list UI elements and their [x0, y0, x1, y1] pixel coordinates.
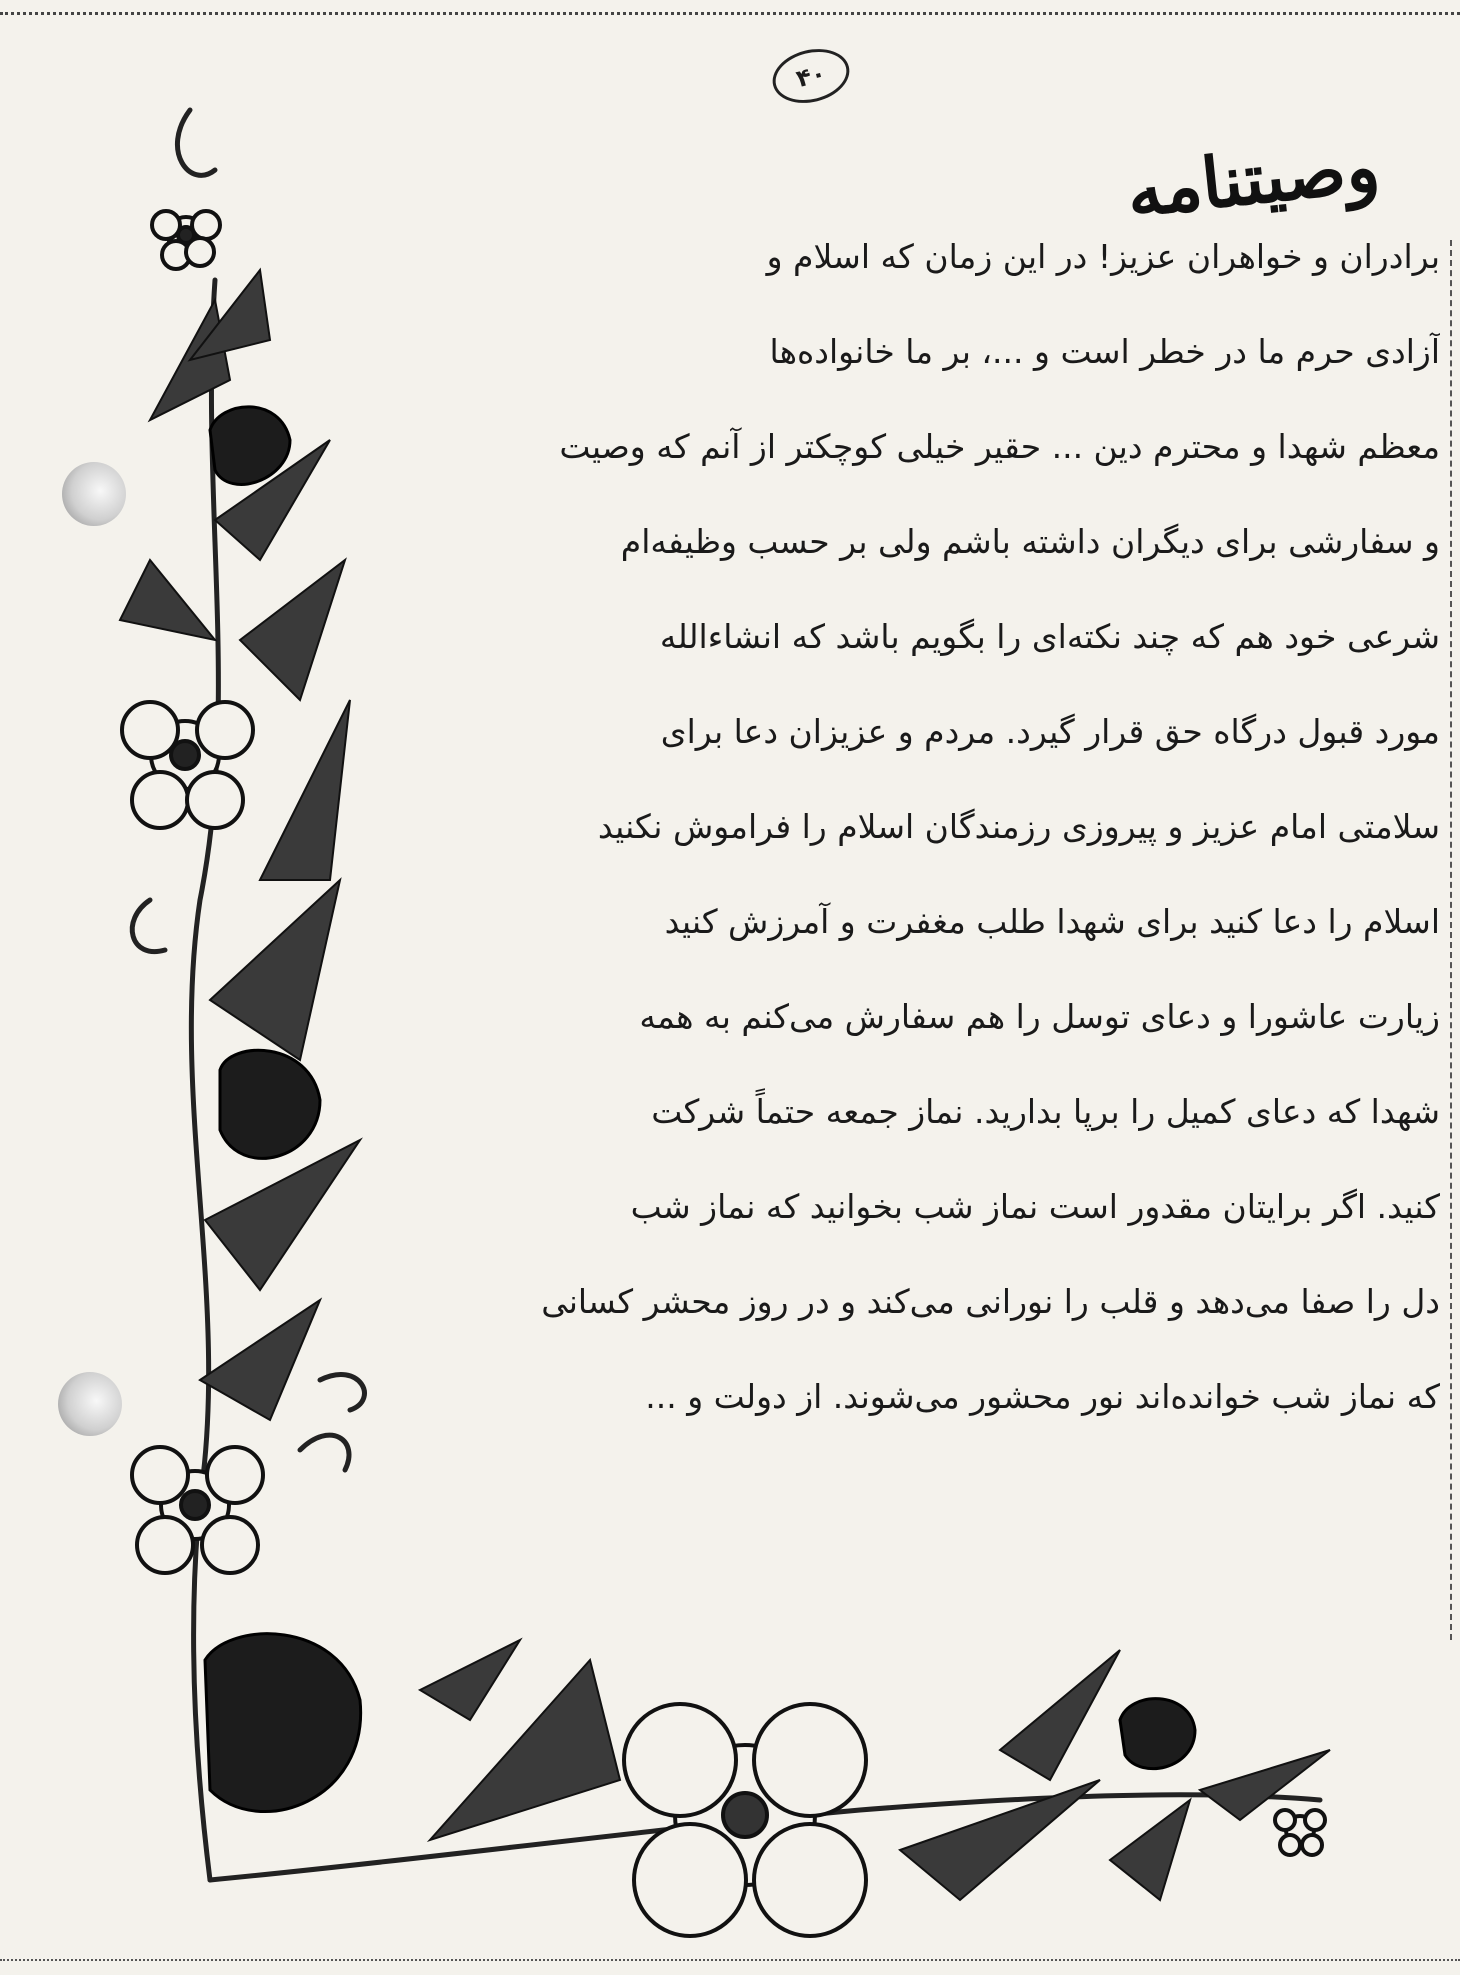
text-line: شرعی خود هم که چند نکته‌ای را بگویم باشد که انشاءالله — [659, 617, 1440, 656]
text-line: زیارت عاشورا و دعای توسل را هم سفارش می‌کنم به همه — [639, 997, 1440, 1036]
punch-hole-icon — [58, 1372, 122, 1436]
text-line: دل را صفا می‌دهد و قلب را نورانی می‌کند و در روز محشر کسانی — [541, 1282, 1440, 1321]
handwritten-body — [360, 210, 1440, 1445]
text-line: مورد قبول درگاه حق قرار گیرد. مردم و عزیزان دعا برای — [660, 712, 1440, 751]
text-line: معظم شهدا و محترم دین ... حقیر خیلی کوچکتر از آنم که وصیت — [559, 427, 1440, 466]
text-line: آزادی حرم ما در خطر است و ...، بر ما خانواده‌ها — [769, 332, 1440, 371]
text-line: که نماز شب خوانده‌اند نور محشور می‌شوند. از دولت و ... — [645, 1377, 1440, 1416]
page-number: ۴۰ — [767, 41, 855, 110]
text-line: کنید. اگر برایتان مقدور است نماز شب بخوانید که نماز شب — [630, 1187, 1440, 1226]
punch-hole-icon — [62, 462, 126, 526]
text-line: اسلام را دعا کنید برای شهدا طلب مغفرت و آمرزش کنید — [664, 902, 1440, 941]
text-line: برادران و خواهران عزیز! در این زمان که اسلام و — [766, 237, 1440, 276]
right-edge-mark — [1450, 240, 1460, 1640]
text-line: و سفارشی برای دیگران داشته باشم ولی بر حسب وظیفه‌ام — [620, 522, 1440, 561]
text-line: سلامتی امام عزیز و پیروزی رزمندگان اسلام را فراموش نکنید — [597, 807, 1440, 846]
document-title: وصیتنامه — [1122, 124, 1384, 234]
text-line: شهدا که دعای کمیل را برپا بدارید. نماز جمعه حتماً شرکت — [651, 1092, 1440, 1131]
bottom-edge-mark — [0, 1959, 1460, 1967]
